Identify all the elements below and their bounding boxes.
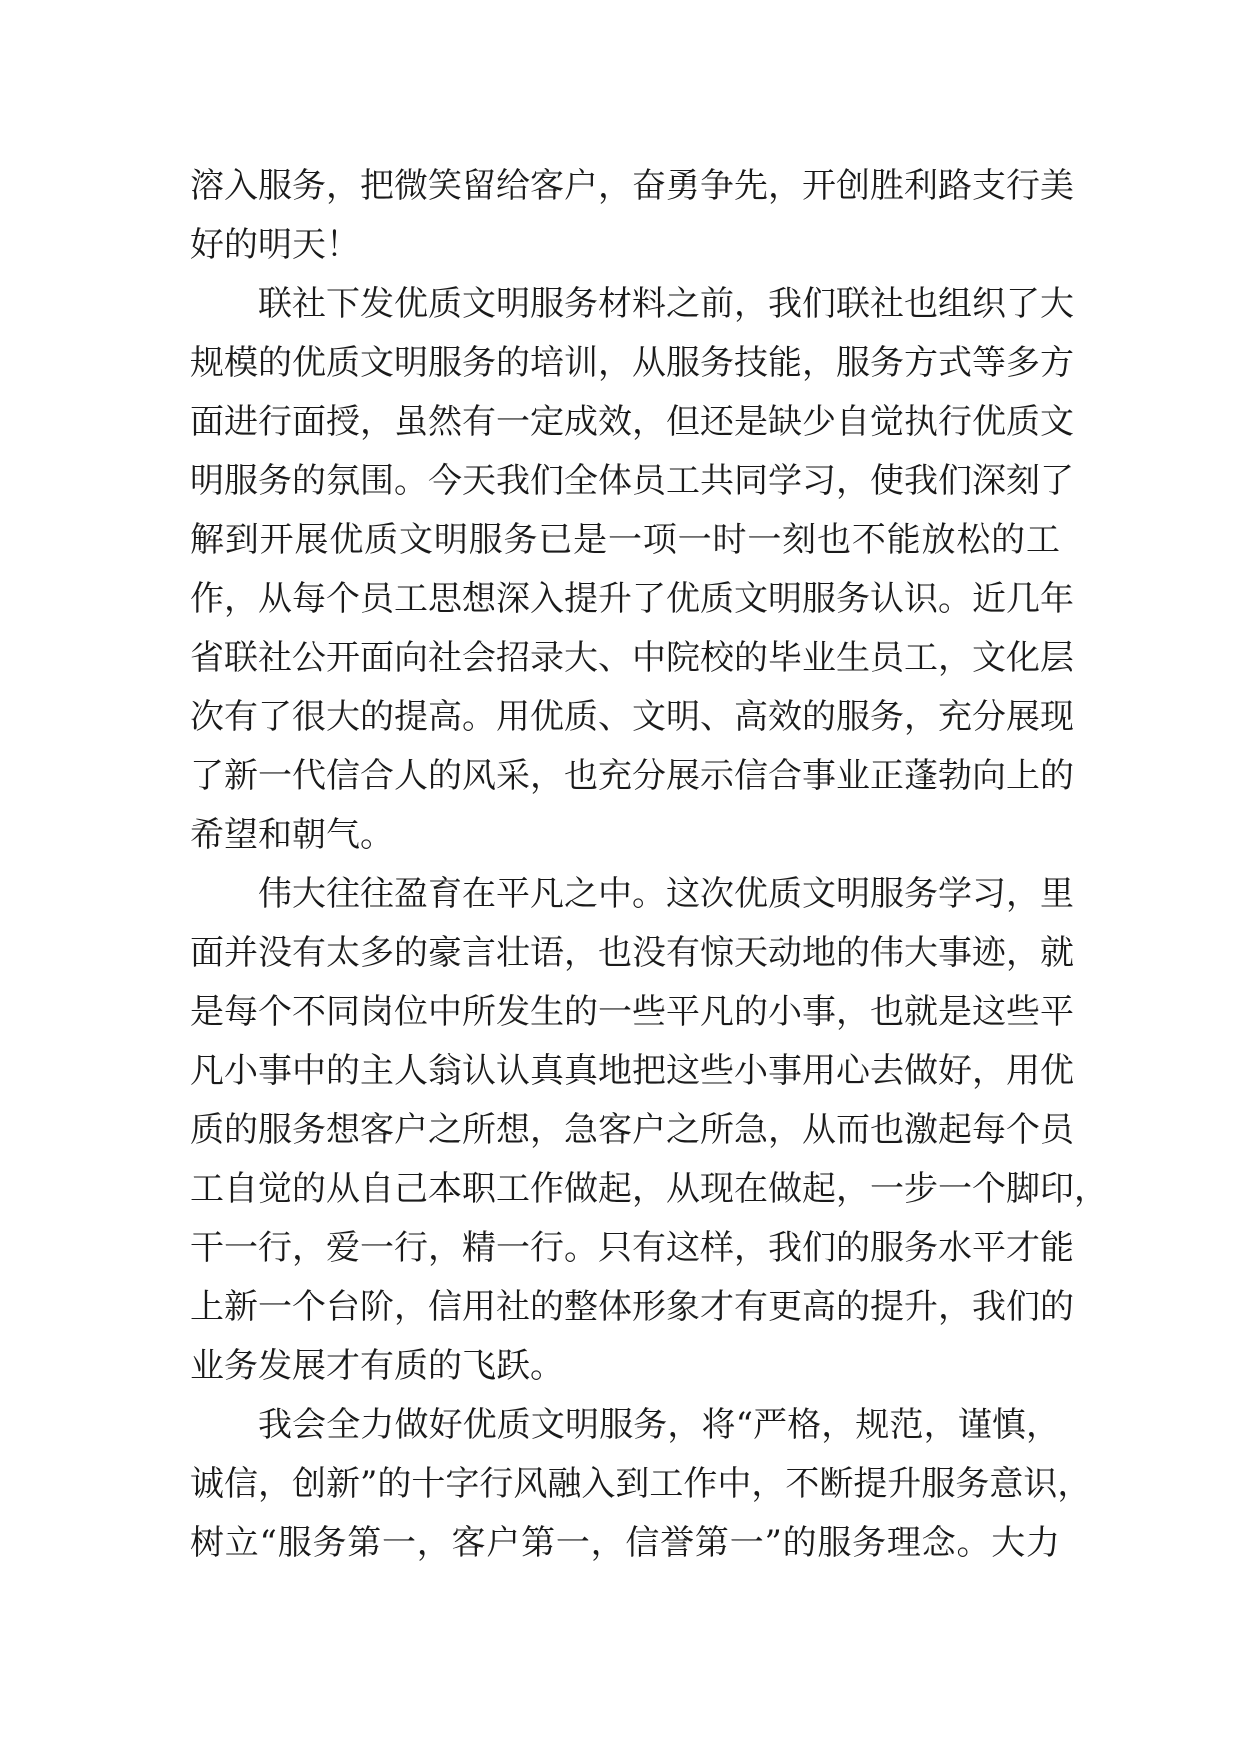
text-line: 联社下发优质文明服务材料之前，我们联社也组织了大 [258, 284, 1074, 324]
text-line: 规模的优质文明服务的培训，从服务技能，服务方式等多方 [190, 343, 1074, 383]
text-line: 省联社公开面向社会招录大、中院校的毕业生员工，文化层 [190, 638, 1074, 678]
text-line: 面进行面授，虽然有一定成效，但还是缺少自觉执行优质文 [190, 402, 1074, 442]
text-line: 明服务的氛围。今天我们全体员工共同学习，使我们深刻了 [190, 461, 1074, 501]
text-line: 次有了很大的提高。用优质、文明、高效的服务，充分展现 [190, 697, 1074, 737]
text-line: 上新一个台阶，信用社的整体形象才有更高的提升，我们的 [190, 1287, 1074, 1327]
text-line: 是每个不同岗位中所发生的一些平凡的小事，也就是这些平 [190, 992, 1074, 1032]
text-line: 伟大往往盈育在平凡之中。这次优质文明服务学习，里 [258, 874, 1074, 914]
text-line: 了新一代信合人的风采，也充分展示信合事业正蓬勃向上的 [190, 756, 1074, 796]
text-line: 解到开展优质文明服务已是一项一时一刻也不能放松的工 [190, 520, 1060, 560]
text-line: 凡小事中的主人翁认认真真地把这些小事用心去做好，用优 [190, 1051, 1074, 1091]
paragraph-3 [190, 865, 1108, 1396]
text-line: 好的明天！ [190, 225, 360, 265]
text-line: 作，从每个员工思想深入提升了优质文明服务认识。近几年 [190, 579, 1074, 619]
text-line: 树立“服务第一，客户第一，信誉第一”的服务理念。大力 [190, 1523, 1060, 1563]
paragraph-4 [190, 1396, 1092, 1573]
paragraph-1 [190, 157, 1074, 275]
text-line: 我会全力做好优质文明服务，将“严格，规范，谨慎， [258, 1405, 1060, 1445]
text-line: 希望和朝气。 [190, 815, 394, 855]
text-line: 干一行，爱一行，精一行。只有这样，我们的服务水平才能 [190, 1228, 1074, 1268]
body-text [190, 157, 1108, 1573]
paragraph-2 [190, 275, 1074, 865]
text-line: 面并没有太多的豪言壮语，也没有惊天动地的伟大事迹，就 [190, 933, 1074, 973]
text-line: 工自觉的从自己本职工作做起，从现在做起，一步一个脚印， [190, 1169, 1108, 1209]
text-line: 诚信，创新”的十字行风融入到工作中，不断提升服务意识， [190, 1464, 1092, 1504]
text-line: 业务发展才有质的飞跃。 [190, 1346, 564, 1386]
text-line: 溶入服务，把微笑留给客户，奋勇争先，开创胜利路支行美 [190, 166, 1074, 206]
text-line: 质的服务想客户之所想，急客户之所急，从而也激起每个员 [190, 1110, 1074, 1150]
